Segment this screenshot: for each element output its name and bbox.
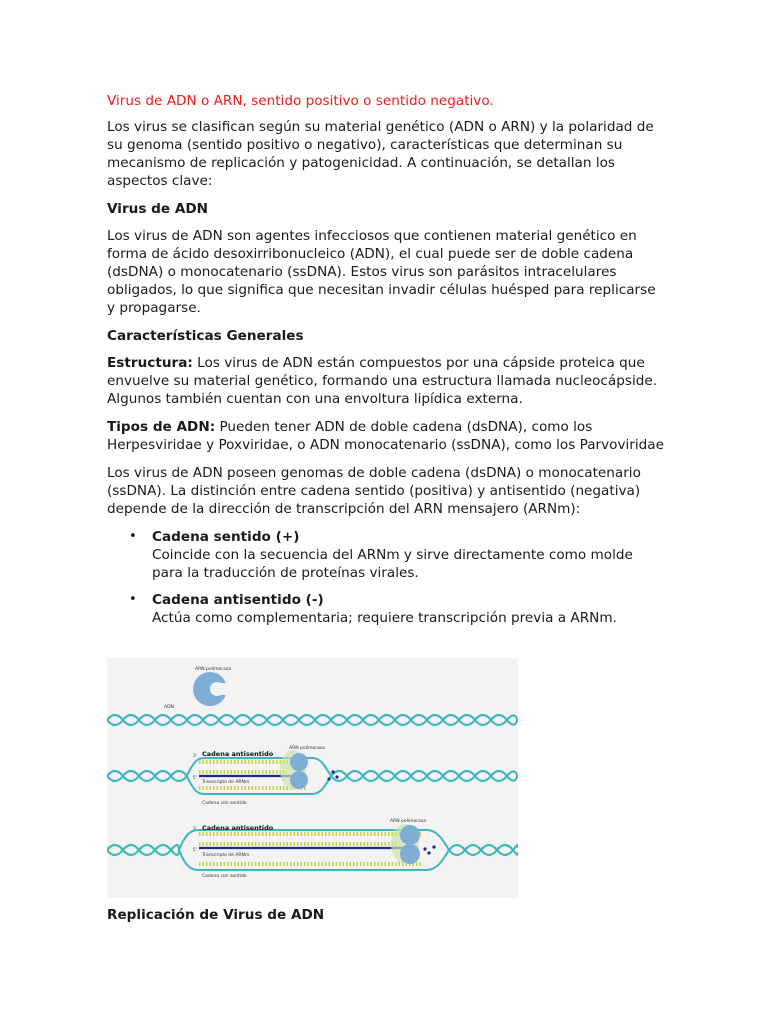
list-item-text: Actúa como complementaria; requiere transcripción previa a ARNm. (152, 610, 617, 626)
dna-helix-2 (107, 750, 518, 794)
transcription-figure (107, 658, 518, 898)
list-item-heading: • Cadena sentido (+) (152, 529, 300, 545)
figure-label-transcripto-2: Transcripto de ARNm (202, 853, 250, 858)
figure-label-adn: ADN (164, 705, 174, 710)
dna-helix-1 (107, 715, 518, 725)
document-title: Virus de ADN o ARN, sentido positivo o sentido negativo. (107, 93, 494, 109)
figure-label-five-prime-2: 5' (193, 847, 197, 852)
estructura-paragraph (107, 354, 667, 408)
tipos-label: Tipos de ADN: (107, 419, 216, 435)
section-heading-virus-adn: Virus de ADN (107, 201, 209, 217)
figure-label-three-prime-1: 3' (193, 753, 197, 758)
figure-label-three-prime-2: 3' (193, 826, 197, 831)
figure-label-arn-polimerasa: ARN polimerasa (195, 667, 231, 672)
figure-label-arn-polimerasa-2: ARN polimerasa (289, 746, 325, 751)
figure-label-arn-polimerasa-3: ARN polimerasa (390, 819, 426, 824)
figure-label-cadena-con-sentido-1: Cadena con sentido (202, 801, 247, 806)
list-item (152, 591, 667, 627)
section-heading-replicacion: Replicación de Virus de ADN (107, 907, 325, 923)
estructura-label: Estructura: (107, 355, 193, 371)
list-item-text: Coincide con la secuencia del ARNm y sirve directamente como molde para la traducción de proteínas virales. (152, 547, 633, 581)
intro-paragraph: Los virus se clasifican según su material genético (ADN o ARN) y la polaridad de su genoma (sentido positivo o negativo), características que determinan su mecanismo de replicación y patogenicidad. A continuación, se detallan los aspectos clave: (107, 119, 654, 189)
figure-label-five-prime-1: 5' (193, 775, 197, 780)
figure-label-cadena-antisentido-1: Cadena antisentido (202, 750, 274, 758)
genomas-paragraph: Los virus de ADN poseen genomas de doble cadena (dsDNA) o monocatenario (ssDNA). La distinción entre cadena sentido (positiva) y antisentido (negativa) depende de la dirección de transcripción del ARN mensajero (ARNm): (107, 465, 641, 517)
figure-label-cadena-antisentido-2: Cadena antisentido (202, 824, 274, 832)
transcription-diagram (107, 658, 518, 898)
section-paragraph-virus-adn: Los virus de ADN son agentes infecciosos que contienen material genético en forma de ácido desoxirribonucleico (ADN), el cual puede ser de doble cadena (dsDNA) o monocatenario (ssDNA). Estos virus son parásitos intracelulares obligados, lo que significa que necesitan invadir células huésped para replicarse y propagarse. (107, 228, 656, 316)
tipos-paragraph (107, 418, 667, 454)
document-body (107, 88, 667, 636)
dna-helix-3 (107, 824, 518, 870)
rna-polymerase-icon (193, 672, 231, 706)
figure-label-transcripto-1: Transcripto de ARNm (202, 780, 250, 785)
figure-label-cadena-con-sentido-2: Cadena con sentido (202, 874, 247, 879)
estructura-text: Los virus de ADN están compuestos por una cápside proteica que envuelve su material genético, formando una estructura llamada nucleocápside. Algunos también cuentan con una envoltura lipídica externa. (107, 355, 658, 407)
tipos-text: Pueden tener ADN de doble cadena (dsDNA), como los Herpesviridae y Poxviridae, o ADN monocatenario (ssDNA), como los Parvoviridae (107, 419, 664, 453)
strand-list (107, 528, 667, 627)
list-item-heading: • Cadena antisentido (-) (152, 592, 324, 608)
section-heading-caracteristicas: Características Generales (107, 328, 304, 344)
list-item (152, 528, 667, 582)
